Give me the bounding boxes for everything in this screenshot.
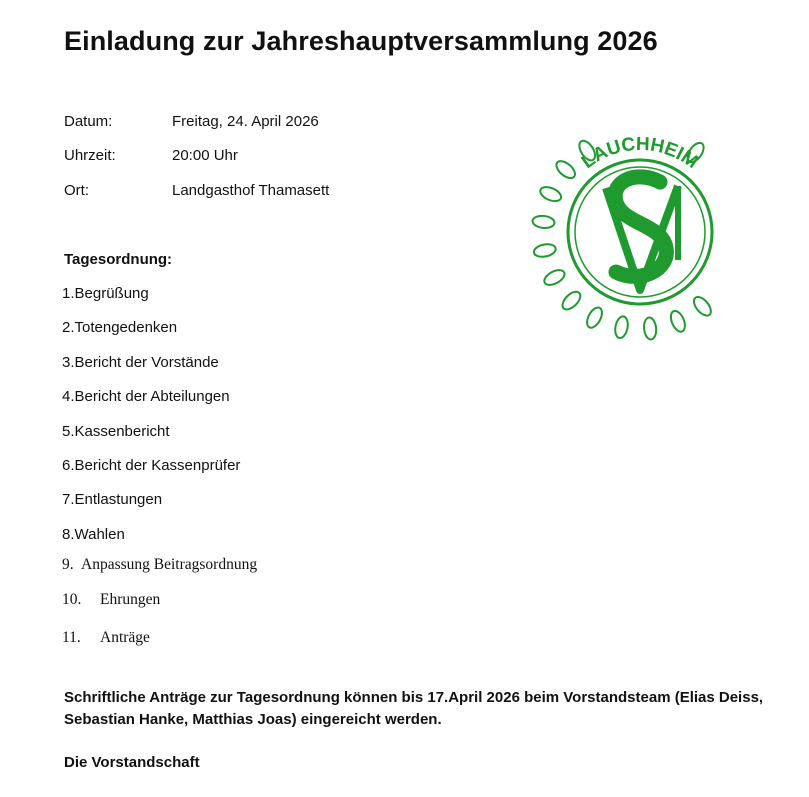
laurel-leaf — [559, 289, 583, 313]
agenda-item-text: Anpassung Beitragsordnung — [81, 556, 258, 573]
agenda-item-number: 10. — [62, 591, 82, 608]
agenda-item — [62, 285, 149, 302]
info-row-time — [64, 147, 238, 164]
time-label: Uhrzeit: — [64, 147, 116, 164]
agenda-item — [62, 556, 257, 574]
laurel-leaf — [584, 305, 605, 330]
agenda-item-text: Entlastungen — [74, 491, 163, 508]
agenda-item-number: 6. — [62, 457, 75, 474]
agenda-item-number: 11. — [62, 629, 81, 646]
date-label: Datum: — [64, 113, 113, 130]
laurel-leaf — [643, 317, 657, 340]
agenda-item — [62, 457, 240, 474]
page-title: Einladung zur Jahreshauptversammlung 2026 — [64, 26, 658, 56]
logo-text-path: LAUCHHEIM — [577, 133, 702, 174]
agenda-item — [62, 423, 170, 440]
agenda-item-number: 3. — [62, 354, 75, 371]
agenda-item-number: 8. — [62, 526, 75, 543]
agenda-item-text: Totengedenken — [74, 319, 178, 336]
agenda-item-text: Kassenbericht — [74, 423, 170, 440]
agenda-item-text: Wahlen — [74, 526, 125, 543]
agenda-item — [62, 629, 150, 647]
laurel-leaf — [691, 294, 714, 319]
agenda-heading: Tagesordnung: — [64, 251, 173, 268]
agenda-item — [62, 354, 219, 371]
laurel-leaf — [614, 315, 630, 339]
laurel-leaf — [553, 158, 578, 181]
laurel-leaf — [542, 267, 567, 288]
agenda-item-number: 4. — [62, 388, 75, 405]
agenda-item-text: Begrüßung — [74, 285, 149, 302]
agenda-item-text: Bericht der Abteilungen — [74, 388, 230, 405]
agenda-item-number: 1. — [62, 285, 75, 302]
laurel-leaf — [532, 215, 555, 229]
time-value: 20:00 Uhr — [172, 147, 238, 164]
agenda-item — [62, 526, 125, 543]
agenda-item-text: Anträge — [100, 629, 150, 646]
submission-note: Schriftliche Anträge zur Tagesordnung können bis 17.April 2026 beim Vorstandsteam (Elias Deiss, Sebastian Hanke, Matthias Joas) eingereicht werden. — [64, 689, 764, 728]
agenda-item-number: 5. — [62, 423, 75, 440]
agenda-item-number: 7. — [62, 491, 75, 508]
signature: Die Vorstandschaft — [64, 754, 200, 771]
agenda-item-text: Bericht der Kassenprüfer — [74, 457, 241, 474]
agenda-item-number: 2. — [62, 319, 75, 336]
laurel-leaf — [668, 309, 688, 334]
info-row-date — [64, 113, 319, 130]
club-logo — [528, 120, 752, 344]
sv-monogram-icon — [606, 177, 678, 290]
laurel-leaf — [538, 184, 563, 204]
agenda-item-text: Bericht der Vorstände — [74, 354, 219, 371]
agenda-item — [62, 319, 177, 336]
info-row-location — [64, 182, 329, 199]
date-value: Freitag, 24. April 2026 — [172, 113, 319, 130]
location-label: Ort: — [64, 182, 89, 199]
agenda-item-text: Ehrungen — [100, 591, 161, 608]
agenda-item — [62, 591, 160, 609]
location-value: Landgasthof Thamasett — [172, 182, 330, 199]
laurel-leaf — [533, 243, 557, 259]
agenda-item-number: 9. — [62, 556, 74, 573]
agenda-item — [62, 388, 230, 405]
agenda-item — [62, 491, 162, 508]
